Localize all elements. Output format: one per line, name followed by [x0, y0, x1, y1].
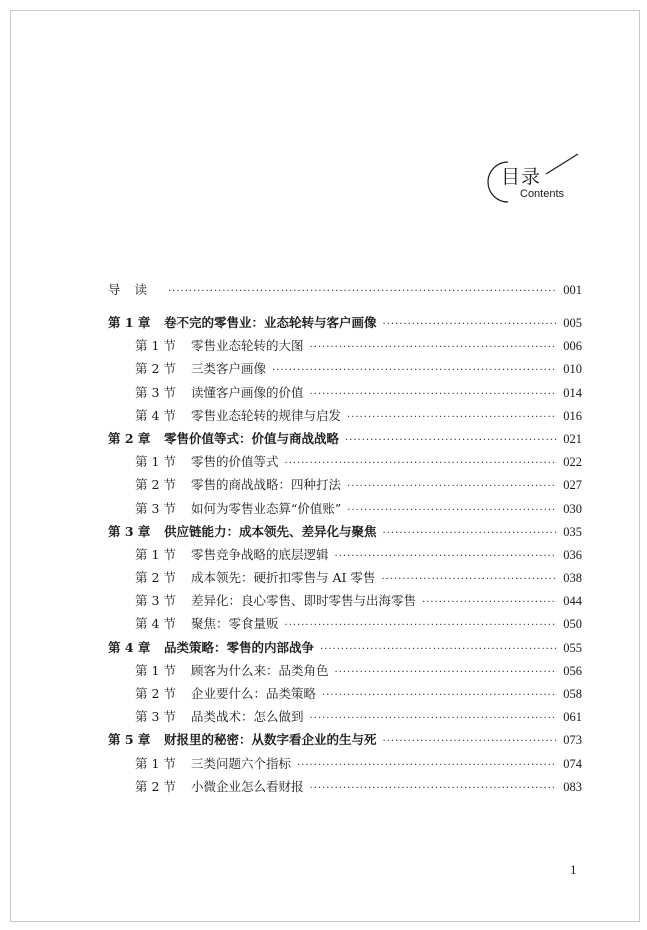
toc-entry-section[interactable]	[108, 754, 582, 777]
toc-entry-number: 第 3 章	[108, 523, 151, 539]
toc-entry-chapter[interactable]	[108, 522, 582, 545]
toc-entry-leader	[345, 435, 557, 446]
toc-entry-page: 044	[563, 594, 582, 609]
toc-entry-leader	[297, 760, 557, 771]
toc-entry-chapter[interactable]	[108, 730, 582, 753]
toc-entry-number: 第 2 节	[135, 778, 176, 794]
toc-entry-leader	[310, 713, 558, 724]
toc-entry-title: 零售竞争战略的底层逻辑	[191, 546, 329, 562]
toc-entry-title: 读懂客户画像的价值	[191, 384, 304, 400]
toc-entry-leader	[381, 574, 557, 585]
toc-entry-section[interactable]	[108, 406, 582, 429]
toc-entry-leader	[168, 286, 557, 297]
toc-entry-chapter[interactable]	[108, 429, 582, 452]
toc-entry-intro[interactable]	[108, 280, 582, 313]
toc-entry-number: 第 2 章	[108, 430, 151, 446]
toc-entry-number: 第 1 节	[135, 338, 176, 354]
toc-entry-leader	[272, 365, 557, 376]
toc-entry-page: 021	[563, 431, 582, 446]
toc-entry-section[interactable]	[108, 545, 582, 568]
page-number: 1	[570, 862, 577, 877]
toc-list	[108, 280, 582, 800]
toc-entry-title: 三类客户画像	[191, 361, 267, 377]
toc-header	[484, 150, 594, 210]
toc-entry-number: 第 3 节	[135, 593, 176, 609]
toc-entry-number: 第 4 节	[135, 407, 176, 423]
toc-entry-title: 三类问题六个指标	[191, 755, 292, 771]
toc-entry-section[interactable]	[108, 499, 582, 522]
toc-entry-section[interactable]	[108, 383, 582, 406]
toc-entry-leader	[320, 644, 557, 655]
toc-entry-title: 小微企业怎么看财报	[191, 778, 304, 794]
toc-entry-leader	[347, 412, 557, 423]
toc-entry-page: 005	[563, 316, 582, 330]
toc-entry-number: 第 3 节	[135, 384, 176, 400]
toc-entry-number: 导读	[108, 282, 162, 297]
toc-entry-leader	[322, 690, 557, 701]
toc-entry-section[interactable]	[108, 336, 582, 359]
toc-entry-section[interactable]	[108, 614, 582, 637]
toc-entry-page: 001	[563, 283, 582, 297]
toc-entry-chapter[interactable]	[108, 313, 582, 336]
toc-entry-page: 006	[563, 339, 582, 354]
toc-entry-title: 零售的商战战略：四种打法	[191, 477, 342, 493]
toc-entry-leader	[383, 736, 558, 747]
toc-entry-title: 零售业态轮转的规律与启发	[191, 407, 342, 423]
toc-entry-section[interactable]	[108, 684, 582, 707]
toc-entry-title: 差异化：良心零售、即时零售与出海零售	[191, 593, 417, 609]
toc-entry-page: 022	[563, 455, 582, 470]
toc-entry-number: 第 1 节	[135, 755, 176, 771]
toc-entry-chapter[interactable]	[108, 638, 582, 661]
toc-entry-number: 第 2 节	[135, 361, 176, 377]
toc-entry-number: 第 1 节	[135, 454, 176, 470]
toc-entry-title: 企业要什么：品类策略	[191, 686, 317, 701]
toc-entry-leader	[383, 528, 558, 539]
toc-entry-number: 第 3 节	[135, 709, 176, 725]
toc-entry-title: 卷不完的零售业：业态轮转与客户画像	[164, 315, 377, 330]
toc-entry-title: 财报里的秘密：从数字看企业的生与死	[164, 732, 377, 748]
toc-entry-leader	[383, 319, 558, 330]
toc-entry-page: 050	[563, 617, 582, 632]
toc-entry-title: 零售价值等式：价值与商战战略	[164, 430, 340, 446]
toc-entry-section[interactable]	[108, 777, 582, 800]
toc-entry-page: 083	[563, 779, 582, 794]
toc-entry-page: 074	[563, 756, 582, 771]
toc-entry-page: 061	[563, 710, 582, 725]
toc-entry-section[interactable]	[108, 707, 582, 730]
toc-entry-number: 第 3 节	[135, 500, 176, 516]
toc-entry-title: 品类策略：零售的内部战争	[164, 639, 315, 655]
toc-entry-page: 035	[563, 524, 582, 539]
toc-entry-leader	[347, 505, 557, 516]
toc-entry-page: 038	[563, 571, 582, 586]
toc-entry-title: 如何为零售业态算“价值账”	[191, 500, 342, 516]
toc-entry-page: 055	[563, 640, 582, 655]
toc-entry-number: 第 2 节	[135, 477, 176, 493]
toc-entry-section[interactable]	[108, 591, 582, 614]
toc-entry-number: 第 5 章	[108, 732, 151, 748]
toc-entry-section[interactable]	[108, 359, 582, 382]
toc-entry-page: 016	[563, 408, 582, 423]
toc-entry-section[interactable]	[108, 661, 582, 684]
toc-entry-number: 第 4 章	[108, 639, 151, 655]
toc-entry-title: 零售业态轮转的大图	[191, 338, 304, 354]
toc-title: 目录	[501, 166, 542, 188]
toc-entry-leader	[285, 620, 558, 631]
toc-entry-page: 058	[563, 687, 582, 701]
toc-entry-title: 聚焦：零食量贩	[191, 616, 279, 632]
toc-entry-leader	[310, 342, 558, 353]
toc-entry-title: 顾客为什么来：品类角色	[191, 662, 329, 678]
toc-entry-leader	[310, 783, 558, 794]
toc-entry-leader	[310, 389, 558, 400]
toc-entry-leader	[285, 458, 558, 469]
toc-entry-section[interactable]	[108, 452, 582, 475]
toc-entry-leader	[347, 481, 557, 492]
toc-entry-number: 第 2 节	[135, 686, 176, 701]
toc-entry-number: 第 1 章	[108, 315, 151, 330]
toc-entry-leader	[335, 551, 558, 562]
toc-entry-page: 030	[563, 501, 582, 516]
toc-subtitle: Contents	[520, 188, 565, 200]
toc-entry-section[interactable]	[108, 475, 582, 498]
toc-entry-page: 014	[563, 385, 582, 400]
toc-entry-page: 056	[563, 663, 582, 678]
toc-entry-number: 第 1 节	[135, 546, 176, 562]
toc-entry-page: 027	[563, 478, 582, 493]
toc-entry-title: 供应链能力：成本领先、差异化与聚焦	[164, 523, 377, 539]
toc-entry-page: 036	[563, 547, 582, 562]
toc-entry-leader	[422, 597, 557, 608]
toc-entry-number: 第 1 节	[135, 662, 176, 678]
toc-entry-title: 零售的价值等式	[191, 454, 279, 470]
toc-entry-number: 第 4 节	[135, 616, 176, 632]
toc-entry-number: 第 2 节	[135, 570, 176, 586]
toc-entry-page: 073	[563, 733, 582, 748]
toc-entry-section[interactable]	[108, 568, 582, 591]
toc-entry-title: 品类战术：怎么做到	[191, 709, 304, 725]
toc-entry-title: 成本领先：硬折扣零售与 AI 零售	[191, 570, 376, 586]
toc-entry-leader	[335, 667, 558, 678]
toc-entry-page: 010	[563, 362, 582, 377]
